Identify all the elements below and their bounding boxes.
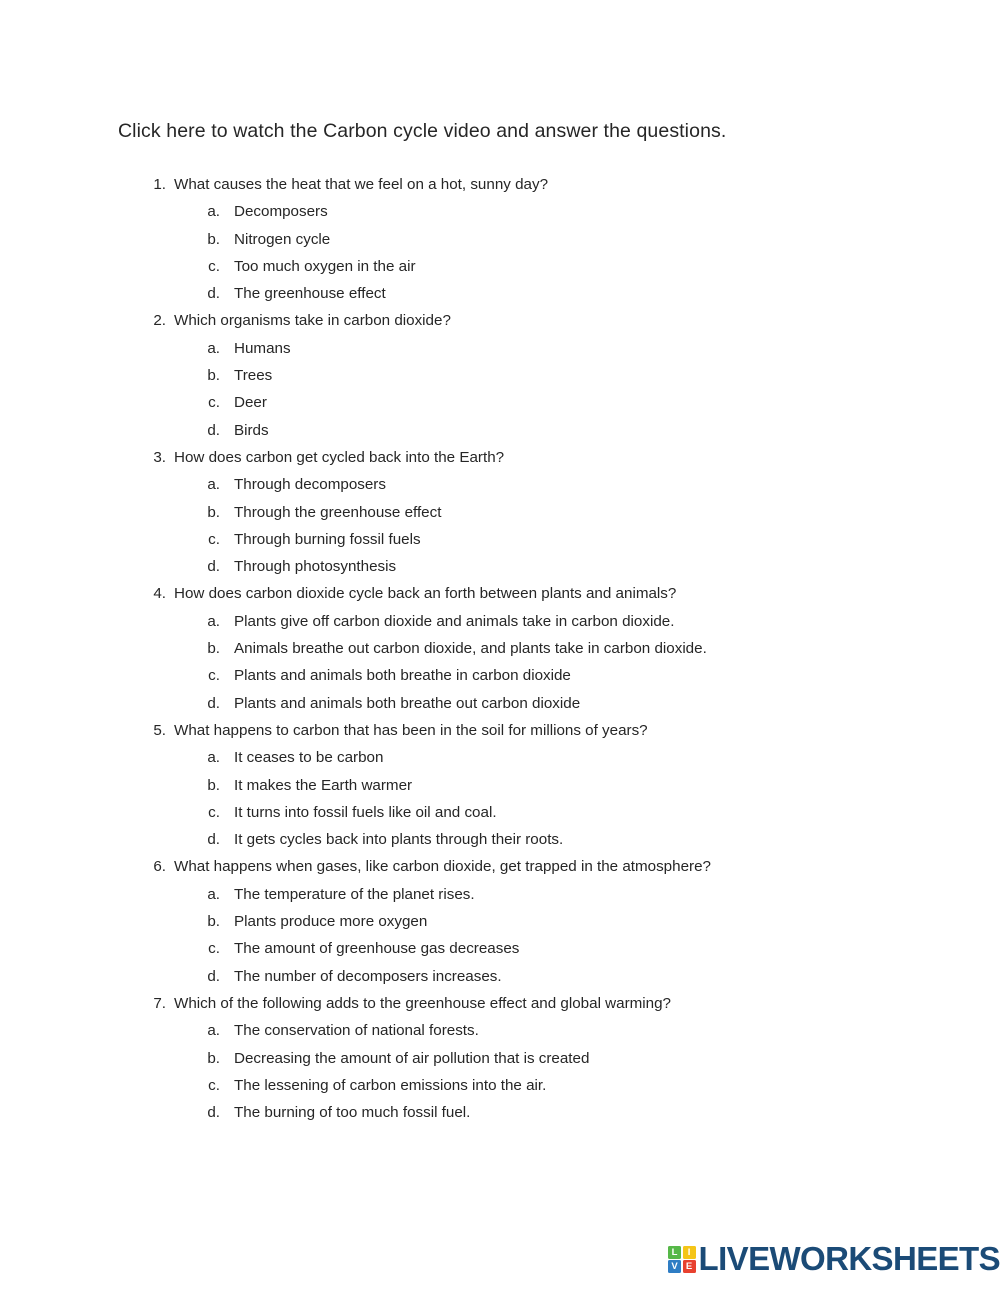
option-letter: c. [208, 667, 220, 685]
logo-tile-v: V [668, 1260, 681, 1273]
option-letter: b. [207, 230, 220, 248]
question-number: 6. [153, 858, 166, 876]
option-letter: a. [207, 749, 220, 767]
question-row [0, 717, 1000, 744]
option-text: Decreasing the amount of air pollution that is created [234, 1049, 590, 1067]
option-letter: b. [207, 1049, 220, 1067]
liveworksheets-logo [668, 1241, 1000, 1277]
question-row [0, 580, 1000, 607]
option-text: Animals breathe out carbon dioxide, and plants take in carbon dioxide. [234, 640, 707, 658]
option-letter: a. [207, 885, 220, 903]
option-text: It ceases to be carbon [234, 749, 384, 767]
option-letter: d. [207, 831, 220, 849]
option-text: Plants produce more oxygen [234, 913, 428, 931]
answer-option[interactable] [0, 280, 1000, 307]
answer-option[interactable] [0, 553, 1000, 580]
answer-option[interactable] [0, 1072, 1000, 1099]
answer-option[interactable] [0, 799, 1000, 826]
answer-option[interactable] [0, 226, 1000, 253]
option-letter: a. [207, 1022, 220, 1040]
option-text: The temperature of the planet rises. [234, 885, 475, 903]
question-number: 7. [153, 994, 166, 1012]
question-text: What causes the heat that we feel on a hot, sunny day? [174, 176, 549, 193]
question-block [0, 853, 1000, 989]
answer-option[interactable] [0, 881, 1000, 908]
answer-option[interactable] [0, 662, 1000, 689]
question-text: What happens when gases, like carbon dioxide, get trapped in the atmosphere? [174, 858, 711, 876]
option-text: Through burning fossil fuels [234, 530, 421, 548]
answer-option[interactable] [0, 635, 1000, 662]
question-number: 5. [153, 721, 166, 739]
question-text: What happens to carbon that has been in the soil for millions of years? [174, 721, 648, 739]
option-letter: b. [207, 776, 220, 794]
option-text: Through the greenhouse effect [234, 503, 442, 521]
option-text: Birds [234, 421, 269, 439]
question-block [0, 444, 1000, 580]
question-number: 3. [153, 448, 166, 466]
question-number: 2. [153, 312, 166, 330]
option-text: Plants and animals both breathe out carbon dioxide [234, 694, 581, 712]
option-letter: a. [207, 612, 220, 630]
option-text: The burning of too much fossil fuel. [234, 1104, 471, 1122]
option-letter: d. [207, 421, 220, 439]
answer-option[interactable] [0, 417, 1000, 444]
answer-option[interactable] [0, 908, 1000, 935]
option-letter: c. [208, 257, 220, 275]
logo-tile-i: I [683, 1246, 696, 1259]
question-number: 4. [153, 585, 166, 603]
answer-option[interactable] [0, 471, 1000, 498]
option-text: The lessening of carbon emissions into the air. [234, 1076, 547, 1094]
option-letter: d. [207, 1104, 220, 1122]
option-letter: c. [208, 803, 220, 821]
answer-option[interactable] [0, 1017, 1000, 1044]
answer-option[interactable] [0, 198, 1000, 225]
option-letter: c. [208, 394, 220, 412]
question-block [0, 307, 1000, 443]
answer-option[interactable] [0, 335, 1000, 362]
answer-option[interactable] [0, 608, 1000, 635]
question-block [0, 171, 1000, 307]
answer-option[interactable] [0, 526, 1000, 553]
question-text: How does carbon dioxide cycle back an forth between plants and animals? [174, 585, 677, 603]
option-text: Through photosynthesis [234, 558, 397, 576]
question-text: Which of the following adds to the greenhouse effect and global warming? [174, 994, 672, 1012]
option-text: The conservation of national forests. [234, 1022, 479, 1040]
question-row [0, 853, 1000, 880]
option-text: The greenhouse effect [234, 285, 386, 303]
question-number: 1. [153, 176, 166, 193]
question-row [0, 307, 1000, 334]
option-letter: a. [207, 339, 220, 357]
option-letter: a. [207, 203, 220, 221]
option-text: Humans [234, 339, 291, 357]
option-text: It gets cycles back into plants through their roots. [234, 831, 564, 849]
answer-option[interactable] [0, 744, 1000, 771]
answer-option[interactable] [0, 772, 1000, 799]
option-letter: b. [207, 913, 220, 931]
option-letter: d. [207, 285, 220, 303]
option-text: The number of decomposers increases. [234, 967, 502, 985]
option-text: Plants and animals both breathe in carbon dioxide [234, 667, 571, 685]
option-text: Deer [234, 394, 267, 412]
answer-option[interactable] [0, 362, 1000, 389]
answer-option[interactable] [0, 963, 1000, 990]
question-row [0, 444, 1000, 471]
question-block [0, 580, 1000, 716]
option-text: Decomposers [234, 203, 328, 221]
answer-option[interactable] [0, 935, 1000, 962]
question-list [0, 171, 1000, 1126]
option-letter: b. [207, 503, 220, 521]
option-letter: a. [207, 476, 220, 494]
logo-tile-e: E [683, 1260, 696, 1273]
question-text: Which organisms take in carbon dioxide? [174, 312, 451, 330]
option-text: Nitrogen cycle [234, 230, 331, 248]
answer-option[interactable] [0, 1099, 1000, 1126]
question-text: How does carbon get cycled back into the Earth? [174, 448, 505, 466]
page-title: Click here to watch the Carbon cycle video and answer the questions. [118, 120, 727, 142]
question-block [0, 717, 1000, 853]
option-text: Through decomposers [234, 476, 386, 494]
option-text: It turns into fossil fuels like oil and coal. [234, 803, 497, 821]
answer-option[interactable] [0, 253, 1000, 280]
logo-tiles [668, 1246, 696, 1274]
option-letter: d. [207, 694, 220, 712]
option-letter: d. [207, 558, 220, 576]
answer-option[interactable] [0, 690, 1000, 717]
option-letter: b. [207, 367, 220, 385]
option-text: Too much oxygen in the air [234, 257, 416, 275]
option-letter: c. [208, 1076, 220, 1094]
answer-option[interactable] [0, 1045, 1000, 1072]
answer-option[interactable] [0, 389, 1000, 416]
logo-tile-l: L [668, 1246, 681, 1259]
option-text: Trees [234, 367, 273, 385]
question-row [0, 990, 1000, 1017]
answer-option[interactable] [0, 826, 1000, 853]
option-text: It makes the Earth warmer [234, 776, 413, 794]
question-block [0, 990, 1000, 1126]
option-letter: c. [208, 530, 220, 548]
option-text: The amount of greenhouse gas decreases [234, 940, 520, 958]
option-text: Plants give off carbon dioxide and animals take in carbon dioxide. [234, 612, 675, 630]
option-letter: b. [207, 640, 220, 658]
answer-option[interactable] [0, 499, 1000, 526]
question-row [0, 171, 1000, 198]
option-letter: d. [207, 967, 220, 985]
logo-wordmark: LIVEWORKSHEETS [698, 1240, 1000, 1277]
option-letter: c. [208, 940, 220, 958]
